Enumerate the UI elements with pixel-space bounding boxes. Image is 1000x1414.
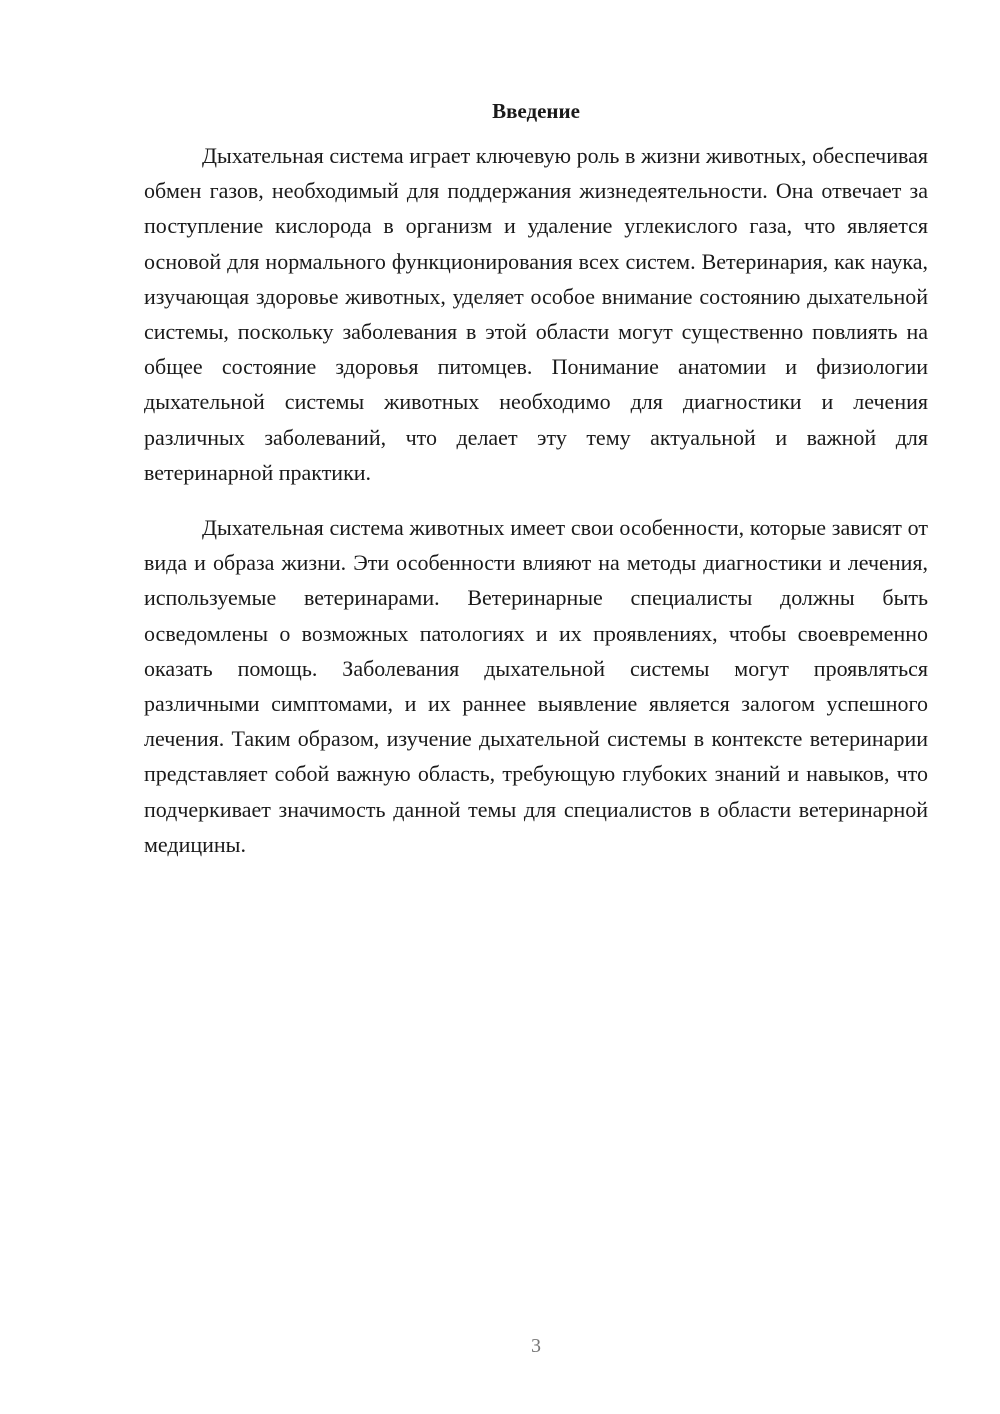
page-content bbox=[144, 96, 928, 862]
paragraph-1: Дыхательная система играет ключевую роль в жизни животных, обеспечивая обмен газов, необходимый для поддержания жизнедеятельности. Она отвечает за поступление кислорода в организм и удаление углекислого газа, что является основой для нормального функционирования всех систем. Ветеринария, как наука, изучающая здоровье животных, уделяет особое внимание состоянию дыхательной системы, поскольку заболевания в этой области могут существенно повлиять на общее состояние здоровья питомцев. Понимание анатомии и физиологии дыхательной системы животных необходимо для диагностики и лечения различных заболеваний, что делает эту тему актуальной и важной для ветеринарной практики. bbox=[144, 143, 928, 485]
page-number: 3 bbox=[531, 1335, 541, 1357]
section-title: Введение bbox=[492, 99, 580, 123]
paragraph-2: Дыхательная система животных имеет свои особенности, которые зависят от вида и образа жизни. Эти особенности влияют на методы диагностики и лечения, используемые ветеринарами. Ветеринарные специалисты должны быть осведомлены о возможных патологиях и их проявлениях, чтобы своевременно оказать помощь. Заболевания дыхательной системы могут проявляться различными симптомами, и их раннее выявление является залогом успешного лечения. Таким образом, изучение дыхательной системы в контексте ветеринарии представляет собой важную область, требующую глубоких знаний и навыков, что подчеркивает значимость данной темы для специалистов в области ветеринарной медицины. bbox=[144, 515, 928, 857]
